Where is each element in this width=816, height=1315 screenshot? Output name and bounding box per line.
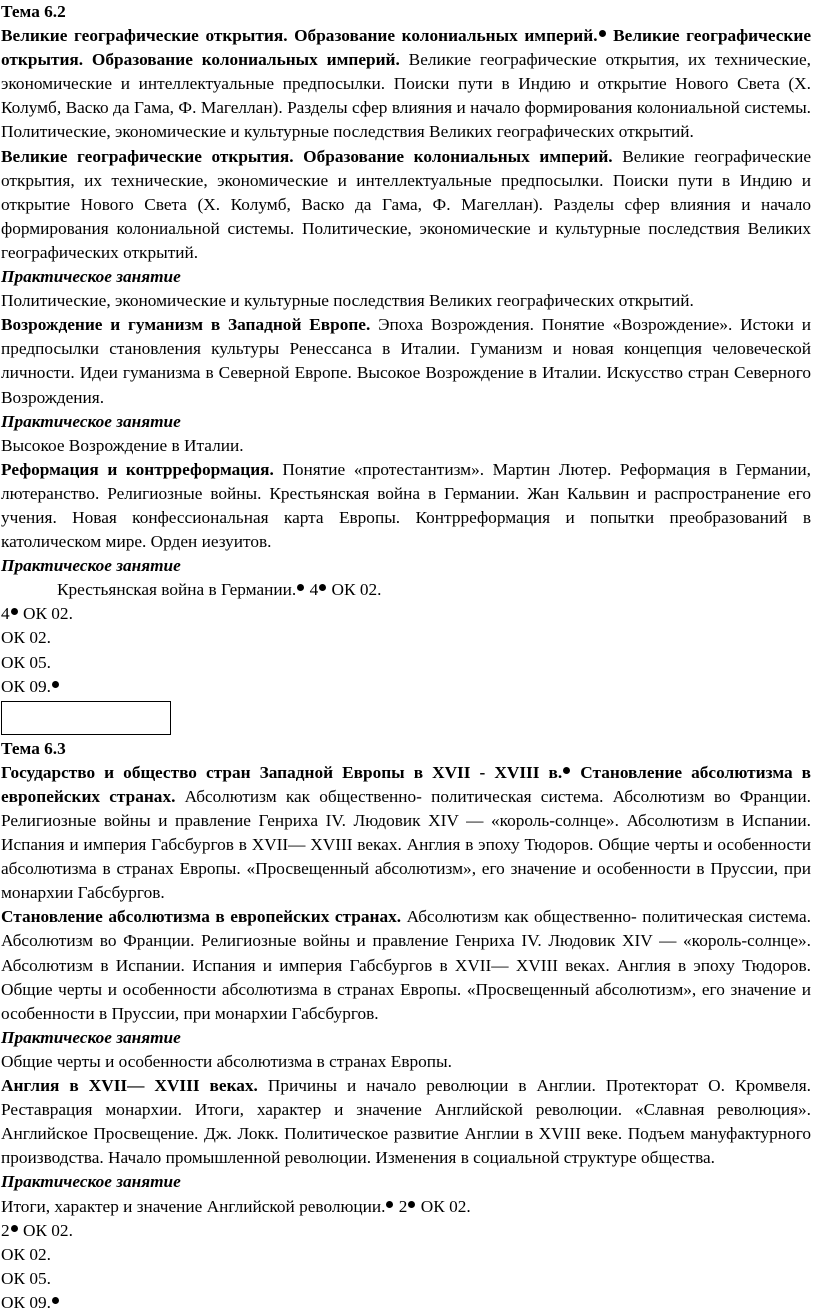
section-text: Абсолютизм как общественно- политическая система. Абсолютизм во Франции. Религиозные войны и правление Генриха IV. Людовик XIV — «король-солнце». Абсолютизм в Испании. Испания и империя Габсбургов в XVII— XVIII веках. Англия в эпоху Тюдоров. Общие черты и особенности абсолютизма в странах Европы. «Просвещенный абсолютизм», его значение и особенности в Пруссии, при монархии Габсбургов. — [1, 907, 811, 1023]
empty-table-cell — [1, 701, 171, 735]
practice-text: Итоги, характер и значение Английской революции. — [1, 1196, 386, 1216]
practice-label: Практическое занятие — [1, 1027, 181, 1047]
section-title: Государство и общество стран Западной Европы в XVII - XVIII в. — [1, 762, 563, 782]
document-page — [1, 0, 811, 1315]
bullet-dot-icon — [319, 584, 326, 591]
section-text: Эпоха Возрождения. Понятие «Возрождение». Истоки и предпосылки становления культуры Ренессанса в Италии. Гуманизм и новая концепция человеческой личности. Идеи гуманизма в Северной Европе. Высокое Возрождение в Италии. Искусство стран Северного Возрождения. — [1, 315, 811, 407]
section-text: Великие географические открытия, их технические, экономические и интеллектуальные предпосылки. Поиски пути в Индию и открытие Нового Света (Х. Колумб, Васко да Гама, Ф. Магеллан). Разделы сфер влияния и начало формирования колониальной системы. Политические, экономические и культурные последствия Великих географических открытий. — [1, 146, 811, 262]
competency-code: ОК 05. — [1, 652, 51, 672]
section-title: Англия в XVII— XVIII веках. — [1, 1076, 258, 1096]
hours-value: 4 — [1, 604, 10, 624]
section-title: Великие географические открытия. Образование колониальных империй. — [1, 26, 598, 46]
section-paragraph — [1, 145, 811, 265]
section-paragraph — [1, 313, 811, 409]
section-paragraph — [1, 905, 811, 1025]
competency-code: ОК 02. — [18, 604, 73, 624]
practice-label: Практическое занятие — [1, 411, 181, 431]
hours-value: 2 — [1, 1220, 10, 1240]
competency-code: ОК 02. — [1, 628, 51, 648]
practice-text: Политические, экономические и культурные последствия Великих географических открытий. — [1, 291, 694, 311]
section-paragraph — [1, 761, 811, 906]
section-paragraph — [1, 458, 811, 554]
competency-code: ОК 05. — [1, 1268, 51, 1288]
section-text: Причины и начало революции в Англии. Протекторат О. Кромвеля. Реставрация монархии. Итоги, характер и значение Английской революции. «Славная революция». Английское Просвещение. Дж. Локк. Политическое развитие Англии в XVIII веке. Подъем мануфактурного производства. Начало промышленной революции. Изменения в социальной структуре общества. — [1, 1076, 811, 1168]
section-title: Великие географические открытия. Образование колониальных империй. — [1, 146, 613, 166]
section-text: Абсолютизм как общественно- политическая система. Абсолютизм во Франции. Религиозные войны и правление Генриха IV. Людовик XIV — «король-солнце». Абсолютизм в Испании. Испания и империя Габсбургов в XVII— XVIII веках. Англия в эпоху Тюдоров. Общие черты и особенности абсолютизма в странах Европы. «Просвещенный абсолютизм», его значение и особенности в Пруссии, при монархии Габсбургов. — [1, 786, 811, 903]
topic-heading: Тема 6.2 — [1, 2, 66, 21]
bullet-dot-icon — [52, 681, 59, 688]
section-subtitle: Великие географические открытия. Образование колониальных империй. — [1, 26, 811, 70]
bullet-dot-icon — [563, 767, 570, 774]
practice-label: Практическое занятие — [1, 556, 181, 576]
hours-value: 4 — [305, 580, 319, 600]
topic-heading: Тема 6.3 — [1, 738, 66, 758]
hours-line — [1, 602, 811, 626]
practice-text: Высокое Возрождение в Италии. — [1, 435, 244, 455]
bullet-dot-icon — [599, 30, 606, 37]
bullet-dot-icon — [408, 1201, 415, 1208]
competency-line — [1, 1291, 811, 1315]
section-subtitle: Становление абсолютизма в европейских странах. — [1, 762, 811, 806]
competency-line — [1, 675, 811, 699]
practice-text-line — [1, 1195, 811, 1219]
bullet-dot-icon — [52, 1297, 59, 1304]
bullet-dot-icon — [297, 584, 304, 591]
section-paragraph — [1, 1074, 811, 1170]
competency-code: ОК 02. — [327, 580, 382, 600]
section-title: Возрождение и гуманизм в Западной Европе. — [1, 315, 371, 335]
section-title: Реформация и контрреформация. — [1, 459, 274, 479]
competency-code: ОК 02. — [1, 1244, 51, 1264]
bullet-dot-icon — [11, 1225, 18, 1232]
section-text: Великие географические открытия, их технические, экономические и интеллектуальные предпосылки. Поиски пути в Индию и открытие Нового Света (Х. Колумб, Васко да Гама, Ф. Магеллан). Разделы сфер влияния и начало формирования колониальной системы. Политические, экономические и культурные последствия Великих географических открытий. — [1, 50, 811, 142]
competency-code: ОК 02. — [416, 1196, 471, 1216]
section-title: Становление абсолютизма в европейских странах. — [1, 907, 402, 927]
bullet-dot-icon — [386, 1201, 393, 1208]
section-paragraph — [1, 24, 811, 144]
bullet-dot-icon — [11, 608, 18, 615]
practice-label: Практическое занятие — [1, 267, 181, 287]
hours-value: 2 — [394, 1196, 408, 1216]
competency-code: ОК 02. — [18, 1220, 73, 1240]
competency-code: ОК 09. — [1, 1292, 51, 1312]
practice-text: Крестьянская война в Германии. — [57, 580, 297, 600]
practice-text: Общие черты и особенности абсолютизма в странах Европы. — [1, 1051, 452, 1071]
hours-line — [1, 1219, 811, 1243]
practice-text-line — [1, 578, 811, 602]
competency-code: ОК 09. — [1, 676, 51, 696]
section-text: Понятие «протестантизм». Мартин Лютер. Реформация в Германии, лютеранство. Религиозные войны. Крестьянская война в Германии. Жан Кальвин и распространение его учения. Новая конфессиональная карта Европы. Контрреформация и попытки преобразований в католическом мире. Орден иезуитов. — [1, 459, 811, 552]
practice-label: Практическое занятие — [1, 1172, 181, 1192]
